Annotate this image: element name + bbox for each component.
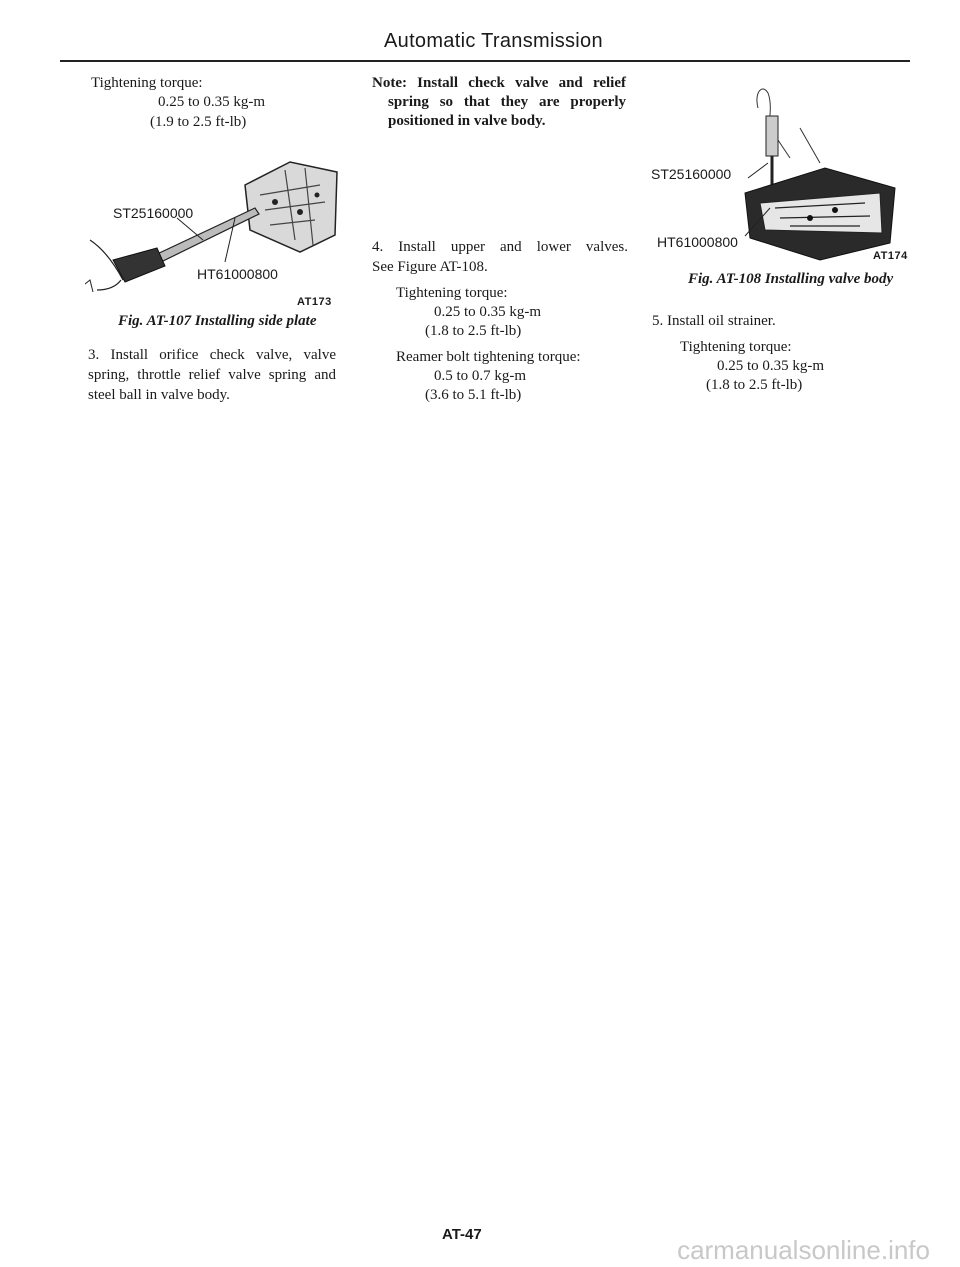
left-torque-metric: 0.25 to 0.35 kg-m <box>158 94 266 110</box>
page-title: Automatic Transmission <box>384 30 603 52</box>
watermark: carmanualsonline.info <box>677 1235 930 1265</box>
left-tool1-label: ST25160000 <box>113 205 194 221</box>
middle-torque-imperial: (1.8 to 2.5 ft-lb) <box>425 323 522 339</box>
left-torque-imperial: (1.9 to 2.5 ft-lb) <box>150 114 247 130</box>
right-fig-caption: Fig. AT-108 Installing valve body <box>688 271 894 287</box>
left-torque-label: Tightening torque: <box>91 75 203 91</box>
step4-line2: See Figure AT-108. <box>372 259 488 275</box>
note-line2: spring so that they are properly <box>388 94 626 110</box>
left-tool2-label: HT61000800 <box>197 266 278 282</box>
left-fig-caption: Fig. AT-107 Installing side plate <box>118 313 317 329</box>
reamer-label: Reamer bolt tightening torque: <box>396 349 581 365</box>
header-rule <box>60 60 910 62</box>
middle-torque-label: Tightening torque: <box>396 285 508 301</box>
right-fig-code: AT174 <box>873 250 908 262</box>
right-torque-imperial: (1.8 to 2.5 ft-lb) <box>706 377 803 393</box>
step4-line1: 4. Install upper and lower valves. <box>372 239 628 255</box>
note-line1: Note: Install check valve and relief <box>372 75 626 91</box>
right-torque-metric: 0.25 to 0.35 kg-m <box>717 358 825 374</box>
note-line3: positioned in valve body. <box>388 113 546 129</box>
left-step3-line3: steel ball in valve body. <box>88 387 230 403</box>
step5: 5. Install oil strainer. <box>652 313 776 329</box>
reamer-metric: 0.5 to 0.7 kg-m <box>434 368 527 384</box>
page-number: AT-47 <box>442 1226 482 1243</box>
left-fig-code: AT173 <box>297 296 332 308</box>
right-tool1-label: ST25160000 <box>651 166 732 182</box>
middle-torque-metric: 0.25 to 0.35 kg-m <box>434 304 542 320</box>
reamer-imperial: (3.6 to 5.1 ft-lb) <box>425 387 522 403</box>
left-step3-line1: 3. Install orifice check valve, valve <box>88 347 336 363</box>
left-step3-line2: spring, throttle relief valve spring and <box>88 367 336 383</box>
right-torque-label: Tightening torque: <box>680 339 792 355</box>
right-tool2-label: HT61000800 <box>657 234 738 250</box>
